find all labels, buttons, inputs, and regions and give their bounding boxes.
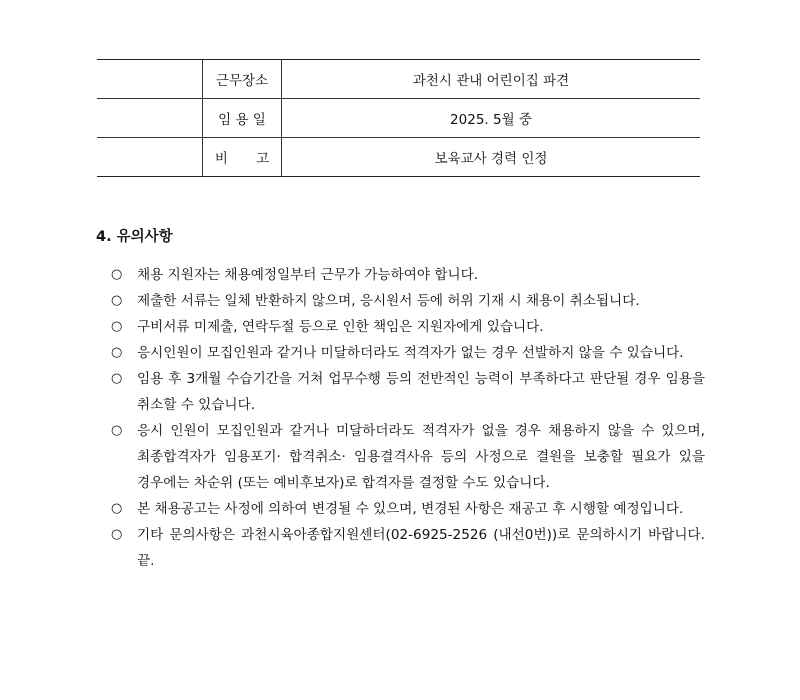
circle-bullet-icon: ○ (111, 527, 123, 542)
list-item (111, 340, 705, 366)
table-blank-cell (97, 60, 203, 99)
table-blank-cell (97, 99, 203, 138)
notice-list (111, 262, 705, 574)
row-value-appointment-date: 2025. 5월 중 (282, 99, 701, 138)
list-item (111, 522, 705, 574)
circle-bullet-icon: ○ (111, 267, 123, 282)
notice-text: 본 채용공고는 사정에 의하여 변경될 수 있으며, 변경된 사항은 재공고 후 시행할 예정입니다. (137, 501, 684, 517)
notice-text: 구비서류 미제출, 연락두절 등으로 인한 책임은 지원자에게 있습니다. (137, 319, 544, 335)
row-value-remarks: 보육교사 경력 인정 (282, 138, 701, 177)
row-label-appointment-date: 임 용 일 (203, 99, 282, 138)
row-value-workplace: 과천시 관내 어린이집 파견 (412, 73, 570, 89)
notice-text: 제출한 서류는 일체 반환하지 않으며, 응시원서 등에 허위 기재 시 채용이 취소됩니다. (137, 293, 640, 309)
list-item (111, 496, 705, 522)
table-row (97, 60, 700, 99)
notice-text: 채용 지원자는 채용예정일부터 근무가 가능하여야 합니다. (137, 267, 479, 283)
list-item (111, 418, 705, 496)
notice-text: 응시인원이 모집인원과 같거나 미달하더라도 적격자가 없는 경우 선발하지 않을 수 있습니다. (137, 345, 684, 361)
row-label-workplace: 근무장소 (203, 60, 282, 99)
list-item (111, 314, 705, 340)
table-row (97, 138, 700, 177)
circle-bullet-icon: ○ (111, 423, 123, 438)
circle-bullet-icon: ○ (111, 345, 123, 360)
section-heading: 4. 유의사항 (96, 229, 173, 245)
list-item (111, 262, 705, 288)
notice-text: 임용 후 3개월 수습기간을 거쳐 업무수행 등의 전반적인 능력이 부족하다고 판단될 경우 임용을 취소할 수 있습니다. (137, 371, 705, 413)
table-row (97, 99, 700, 138)
circle-bullet-icon: ○ (111, 371, 123, 386)
list-item (111, 288, 705, 314)
table-blank-cell (97, 138, 203, 177)
circle-bullet-icon: ○ (111, 319, 123, 334)
circle-bullet-icon: ○ (111, 293, 123, 308)
circle-bullet-icon: ○ (111, 501, 123, 516)
notice-text: 응시 인원이 모집인원과 같거나 미달하더라도 적격자가 없을 경우 채용하지 않을 수 있으며, 최종합격자가 임용포기· 합격취소· 임용결격사유 등의 사정으로 결원을 보충할 필요가 있을 경우에는 차순위 (또는 예비후보자)로 합격자를 결정할 수도 있습니다. (137, 423, 705, 491)
row-label-remarks: 비 고 (203, 138, 282, 177)
list-item (111, 366, 705, 418)
recruitment-info-table (97, 59, 700, 177)
notice-text: 기타 문의사항은 과천시육아종합지원센터(02-6925-2526 (내선0번))로 문의하시기 바랍니다. 끝. (137, 527, 705, 569)
